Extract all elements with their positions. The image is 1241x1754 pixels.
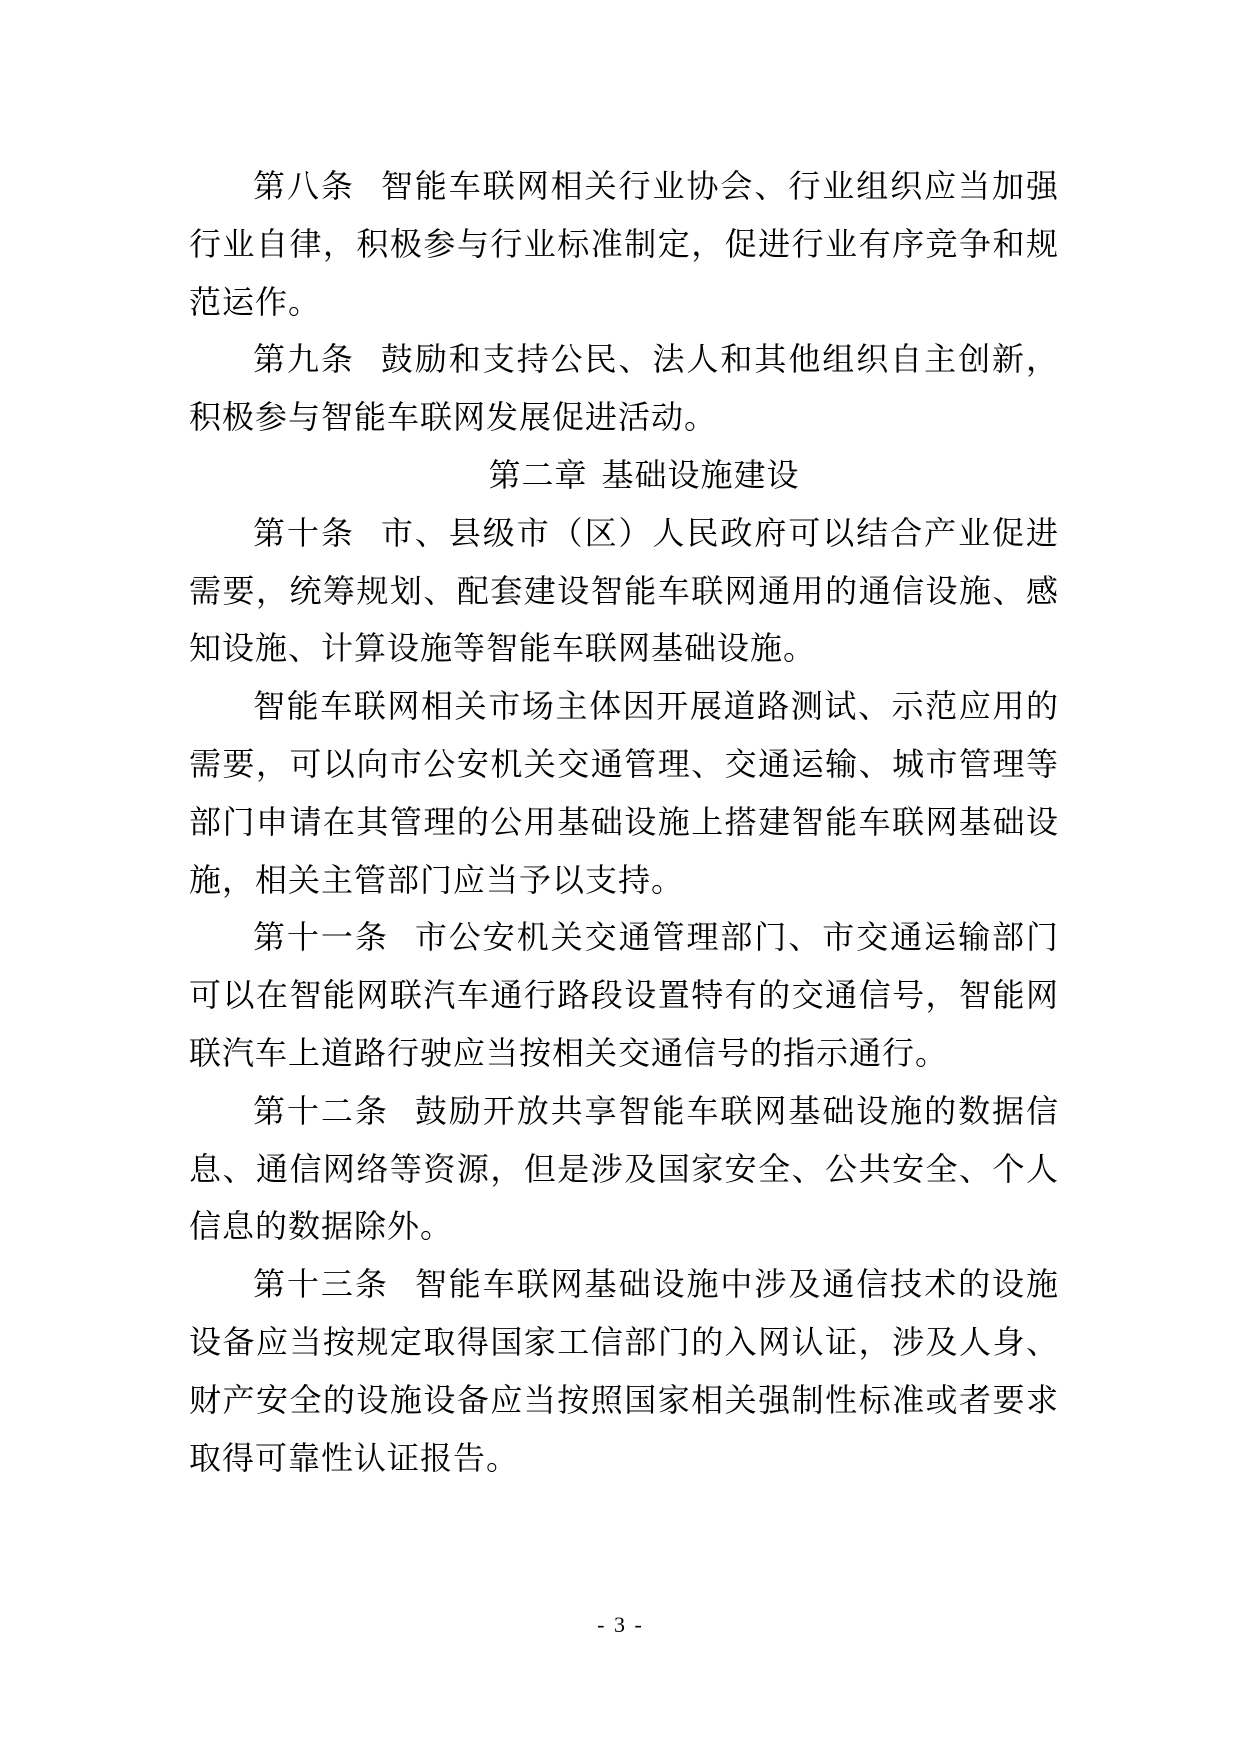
article-12-text: 鼓励开放共享智能车联网基础设施的数据信息、通信网络等资源，但是涉及国家安全、公共安全、个人信息的数据除外。: [189, 1091, 1059, 1246]
article-13: [189, 1256, 1059, 1487]
article-9-number: 第九条: [253, 340, 355, 379]
document-body: [189, 158, 1059, 1487]
chapter-number: 第二章: [488, 455, 588, 494]
article-12: [189, 1083, 1059, 1256]
article-8: [189, 158, 1059, 331]
article-8-text: 智能车联网相关行业协会、行业组织应当加强行业自律，积极参与行业标准制定，促进行业有序竞争和规范运作。: [189, 167, 1059, 321]
article-12-number: 第十二条: [253, 1091, 389, 1130]
page-number: - 3 -: [597, 1612, 644, 1637]
article-10-paragraph-2: [189, 678, 1059, 909]
chapter-title: 基础设施建设: [601, 455, 800, 494]
article-11: [189, 909, 1059, 1082]
chapter-heading: [189, 447, 1059, 505]
article-10-text: 市、县级市（区）人民政府可以结合产业促进需要，统筹规划、配套建设智能车联网通用的通信设施、感知设施、计算设施等智能车联网基础设施。: [189, 513, 1059, 668]
article-10-number: 第十条: [253, 513, 355, 552]
article-13-number: 第十三条: [253, 1265, 389, 1304]
article-8-number: 第八条: [253, 167, 355, 205]
article-9: [189, 331, 1059, 447]
article-11-number: 第十一条: [253, 918, 389, 957]
article-10: [189, 505, 1059, 678]
article-10-paragraph-2-text: 智能车联网相关市场主体因开展道路测试、示范应用的需要，可以向市公安机关交通管理、交通运输、城市管理等部门申请在其管理的公用基础设施上搭建智能车联网基础设施，相关主管部门应当予以支持。: [189, 687, 1059, 899]
article-13-text: 智能车联网基础设施中涉及通信技术的设施设备应当按规定取得国家工信部门的入网认证，涉及人身、财产安全的设施设备应当按照国家相关强制性标准或者要求取得可靠性认证报告。: [189, 1265, 1059, 1477]
article-9-text: 鼓励和支持公民、法人和其他组织自主创新，积极参与智能车联网发展促进活动。: [189, 340, 1059, 437]
article-11-text: 市公安机关交通管理部门、市交通运输部门可以在智能网联汽车通行路段设置特有的交通信号，智能网联汽车上道路行驶应当按相关交通信号的指示通行。: [189, 918, 1059, 1072]
